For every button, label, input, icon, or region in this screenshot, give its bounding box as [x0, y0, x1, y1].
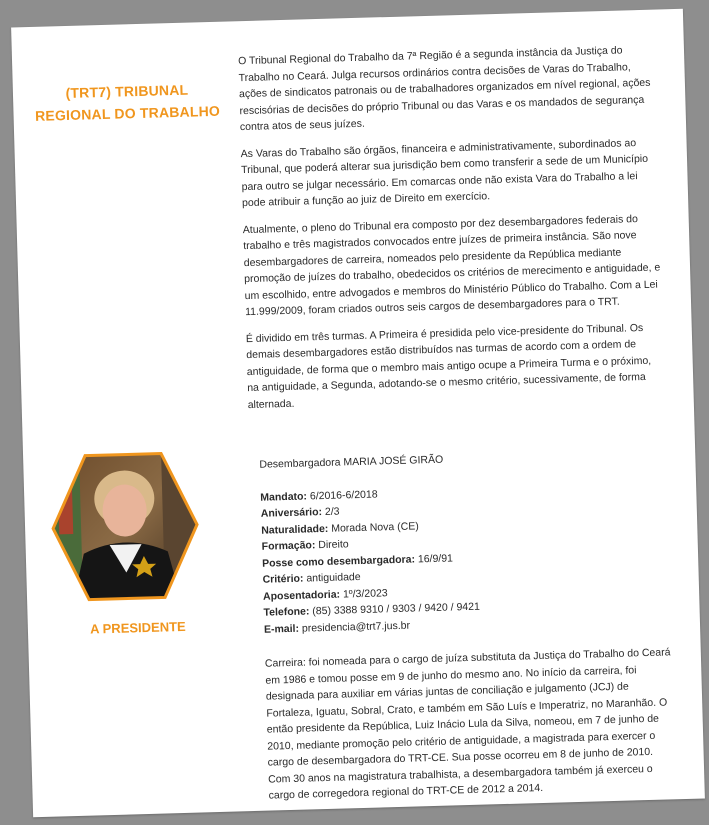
- paragraph: As Varas do Trabalho são órgãos, financeira e administrativamente, subordinados ao Tribunal, que poderá alterar sua jurisdição bem como transferir a sede de um Município para outro se julgar necessário. Em comarcas onde não exista Vara do Trabalho a lei pode atribuir a função ao juiz de Direito em exercício.: [240, 136, 649, 210]
- title-line-2: REGIONAL DO TRABALHO: [34, 102, 221, 124]
- fact-label: Naturalidade:: [261, 522, 329, 537]
- fact-value: Morada Nova (CE): [328, 519, 419, 535]
- fact-label: Telefone:: [263, 605, 310, 619]
- title-line-1: (TRT7) TRIBUNAL: [65, 81, 189, 102]
- president-name: Desembargadora MARIA JOSÉ GIRÃO: [259, 453, 444, 471]
- fact-label: Posse como desembargadora:: [261, 552, 416, 570]
- president-facts: [260, 478, 674, 638]
- fact-label: Critério:: [262, 572, 304, 586]
- president-photo: [49, 451, 201, 603]
- fact-label: Formação:: [261, 539, 316, 553]
- fact-value: 2/3: [321, 505, 340, 519]
- fact-label: Aniversário:: [260, 506, 323, 520]
- document-page: [11, 9, 705, 817]
- fact-value: antiguidade: [303, 570, 361, 585]
- intro-text: [238, 42, 666, 424]
- career-paragraph: Carreira: foi nomeada para o cargo de juíza substituta da Justiça do Trabalho do Ceará em 1986 e tomou posse em 9 de junho do mesmo ano. No início da carreira, foi designada para auxiliar em várias juntas de conciliação e julgamento (JCJ) de Fortaleza, Iguatu, Sobral, Crato, e também em São Luís e Imperatriz, no Maranhão. O então presidente da República, Luiz Inácio Lula da Silva, nomeou, em 7 de junho de 2010, mediante promoção pelo critério de antiguidade, a magistrada para exercer o cargo de desembargadora do TRT-CE. Sua posse ocorreu em 8 de junho de 2010. Com 30 anos na magistratura trabalhista, a desembargadora também já exerceu o cargo de corregedora regional do TRT-CE de 2012 a 2014.: [264, 646, 671, 802]
- fact-value: 6/2016-6/2018: [306, 487, 378, 502]
- fact-value: 16/9/91: [414, 551, 454, 565]
- fact-value: Direito: [315, 538, 349, 552]
- fact-value: presidencia@trt7.jus.br: [298, 619, 411, 635]
- paragraph: O Tribunal Regional do Trabalho da 7ª Região é a segunda instância da Justiça do Trabalho no Ceará. Julga recursos ordinários contra decisões de Varas do Trabalho, ações de sindicatos patronais ou de trabalhadores organizados em nível regional, ações rescisórias de decisões do próprio Tribunal ou das Varas e os mandados de segurança contra atos de seus juízes.: [237, 44, 651, 134]
- fact-label: E-mail:: [263, 622, 300, 636]
- president-heading: A PRESIDENTE: [89, 618, 186, 637]
- fact-label: Mandato:: [260, 489, 308, 504]
- page-title: [27, 78, 228, 128]
- fact-value: 1º/3/2023: [339, 586, 388, 601]
- fact-value: (85) 3388 9310 / 9303 / 9420 / 9421: [309, 600, 481, 618]
- president-bio: [259, 445, 679, 804]
- paragraph: É dividido em três turmas. A Primeira é presidida pelo vice-presidente do Tribunal. Os demais desembargadores estão distribuídos nas turmas de acordo com a ordem de antiguidade, de forma que o membro mais antigo ocupe a Primeira Turma e o próximo, na antiguidade, a Segunda, adotando-se o mesmo critério, sucessivamente, de forma alternada.: [245, 321, 652, 411]
- paragraph: Atualmente, o pleno do Tribunal era composto por dez desembargadores federais do trabalho e três magistrados convocados entre juízes de primeira instância. São nove desembargadores de carreira, nomeados pelo presidente da República mediante promoção de juízes do trabalho, obedecidos os critérios de merecimento e antiguidade, e um escolhido, entre advogados e membros do Ministério Público do Trabalho. Com a Lei 11.999/2009, foram criados outros seis cargos de desembargadores para o TRT.: [242, 212, 661, 319]
- president-portrait: [49, 451, 201, 603]
- fact-label: Aposentadoria:: [262, 588, 341, 603]
